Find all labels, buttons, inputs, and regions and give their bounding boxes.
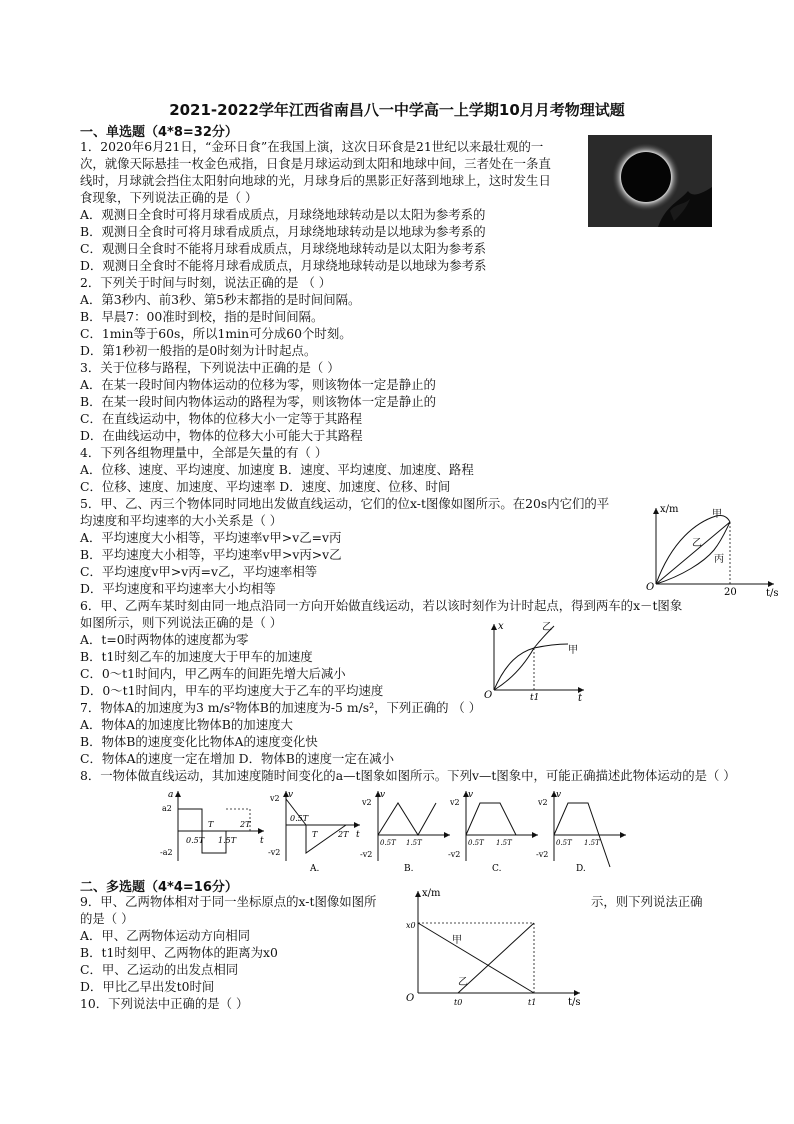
q4-options-ab: A．位移、速度、平均速度、加速度 B．速度、平均速度、加速度、路程: [80, 462, 474, 477]
q5-xt-graph: [642, 500, 782, 598]
q5-option-c: C．平均速度v甲>v丙=v乙，平均速率相等: [80, 564, 318, 579]
q3-option-a: A．在某一段时间内物体运动的位移为零，则该物体一定是静止的: [80, 377, 436, 392]
svg-text:v2: v2: [270, 794, 280, 803]
q2-option-a: A．第3秒内、前3秒、第5秒末都指的是时间间隔。: [80, 292, 361, 307]
q8-at-a2: a2: [162, 804, 172, 813]
q4-stem: 4．下列各组物理量中，全部是矢量的有（ ）: [80, 445, 328, 460]
q2-option-d: D．第1秒初一般指的是0时刻为计时起点。: [80, 343, 317, 358]
q3-stem: 3．关于位移与路程，下列说法中正确的是（ ）: [80, 360, 340, 375]
q7-option-a: A．物体A的加速度比物体B的加速度大: [80, 717, 293, 732]
q6-option-d: D．0～t1时间内，甲车的平均速度大于乙车的平均速度: [80, 683, 384, 698]
q8-at-ylabel: a: [168, 790, 174, 800]
q5-option-d: D．平均速度和平均速率大小均相等: [80, 581, 276, 596]
q8-caption-c: C.: [492, 864, 502, 874]
q8-at-15T: 1.5T: [218, 836, 237, 845]
svg-text:-v2: -v2: [268, 848, 281, 857]
q6-xt-graph: [484, 618, 590, 702]
q8-at-05T: 0.5T: [186, 836, 205, 845]
q9-option-a: A．甲、乙两物体运动方向相同: [80, 928, 251, 943]
q1-stem-3: 线时，月球就会挡住太阳射向地球的光，月球身后的黑影正好落到地球上，这时发生日: [80, 173, 551, 188]
svg-text:-v2: -v2: [536, 850, 549, 859]
q2-option-b: B．早晨7：00准时到校，指的是时间间隔。: [80, 309, 324, 324]
q1-option-d: D．观测日全食时不能将月球看成质点，月球绕地球转动是以地球为参考系: [80, 258, 487, 273]
q8-at-xlabel: t: [260, 836, 264, 846]
q1-option-b: B．观测日全食时可将月球看成质点，月球绕地球转动是以地球为参考系的: [80, 224, 486, 239]
q5-ylabel: x/m: [660, 504, 679, 515]
svg-text:1.5T: 1.5T: [496, 839, 512, 847]
q1-stem-2: 次，就像天际悬挂一枚金色戒指，日食是月球运动到太阳和地球中间，三者处在一条直: [80, 156, 551, 171]
page-title: 2021-2022学年江西省南昌八一中学高一上学期10月月考物理试题: [169, 101, 625, 119]
q6-ylabel: x: [498, 621, 504, 632]
svg-text:0.5T: 0.5T: [380, 839, 396, 847]
section-single-choice: 一、单选题（4*8=32分）: [80, 125, 238, 140]
q5-label-yi: 乙: [692, 538, 702, 549]
q5-label-jia: 甲: [712, 509, 722, 520]
svg-text:-v2: -v2: [360, 850, 373, 859]
q6-curve-yi: [494, 626, 554, 690]
q8-at-2T: 2T: [240, 820, 251, 829]
svg-text:v: v: [556, 790, 562, 800]
q1-option-c: C．观测日全食时不能将月球看成质点，月球绕地球转动是以太阳为参考系: [80, 241, 486, 256]
q6-stem-2: 如图所示，则下列说法正确的是（ ）: [80, 615, 283, 630]
q5-stem-2: 均速度和平均速率的大小关系是（ ）: [80, 513, 283, 528]
q3-option-b: B．在某一段时间内物体运动的路程为零，则该物体一定是静止的: [80, 394, 437, 409]
svg-text:v: v: [468, 790, 474, 800]
q7-options-cd: C．物体A的速度一定在增加 D．物体B的速度一定在减小: [80, 751, 395, 766]
q5-tick-20: 20: [724, 587, 737, 598]
q6-option-a: A．t=0时两物体的速度都为零: [80, 632, 249, 647]
q6-label-yi: 乙: [542, 622, 552, 633]
eclipse-photo: [588, 135, 712, 227]
q9-option-d: D．甲比乙早出发t0时间: [80, 979, 215, 994]
q9-line-yi: [458, 923, 534, 993]
q8-graphs: [160, 785, 630, 877]
q5-option-a: A．平均速度大小相等，平均速率v甲>v乙=v丙: [80, 530, 342, 545]
svg-text:v: v: [380, 790, 386, 800]
svg-text:T: T: [312, 830, 318, 839]
q5-origin: O: [646, 582, 655, 593]
q7-option-b: B．物体B的速度变化比物体A的速度变化快: [80, 734, 318, 749]
q9-stem-1b: 示，则下列说法正确: [591, 894, 703, 909]
q8-at-T: T: [208, 820, 214, 829]
q9-line-jia: [418, 923, 534, 993]
q9-ylabel: x/m: [422, 888, 441, 899]
q5-stem-1: 5．甲、乙、丙三个物体同时同地出发做直线运动，它们的位x-t图像如图所示。在20s内它们的平: [80, 496, 610, 511]
q9-xt-graph: [400, 885, 590, 1007]
q8-at-graph: [160, 790, 264, 861]
q8-stem: 8．一物体做直线运动，其加速度随时间变化的a—t图象如图所示。下列v—t图象中，可能正确描述此物体运动的是（ ）: [80, 768, 736, 783]
q6-option-c: C．0～t1时间内，甲乙两车的间距先增大后减小: [80, 666, 346, 681]
q9-label-jia: 甲: [452, 935, 462, 946]
q4-options-cd: C．位移、速度、加速度、平均速率 D．速度、加速度、位移、时间: [80, 479, 451, 494]
q2-option-c: C．1min等于60s，所以1min可分成60个时刻。: [80, 326, 352, 341]
svg-text:v2: v2: [450, 798, 460, 807]
q1-stem-1: 1．2020年6月21日，“金环日食”在我国上演，这次日环食是21世纪以来最壮观的一: [80, 139, 544, 154]
q5-line-yi: [656, 522, 730, 584]
svg-text:2T: 2T: [338, 830, 349, 839]
q5-option-b: B．平均速度大小相等，平均速率v甲>v丙>v乙: [80, 547, 342, 562]
section-multi-choice: 二、多选题（4*4=16分）: [80, 880, 238, 895]
q9-t0: t0: [454, 998, 463, 1007]
svg-text:1.5T: 1.5T: [406, 839, 422, 847]
q9-label-yi: 乙: [458, 977, 468, 988]
svg-text:t: t: [356, 830, 360, 840]
q9-x0: x0: [406, 921, 416, 930]
q6-origin: O: [484, 690, 493, 701]
q10-stem: 10．下列说法中正确的是（ ）: [80, 996, 249, 1011]
q6-xlabel: t: [578, 693, 583, 702]
svg-text:v2: v2: [538, 798, 548, 807]
q6-option-b: B．t1时刻乙车的加速度大于甲车的加速度: [80, 649, 313, 664]
q8-caption-b: B.: [404, 864, 414, 874]
q9-origin: O: [406, 993, 415, 1004]
q9-option-c: C．甲、乙运动的出发点相同: [80, 962, 239, 977]
svg-text:v: v: [288, 790, 294, 800]
q8-option-a-graph: [268, 790, 360, 874]
q6-curve-jia: [494, 644, 568, 690]
svg-text:0.5T: 0.5T: [290, 814, 309, 823]
q8-at-neg-a2: -a2: [160, 848, 173, 857]
q8-option-d-graph: [536, 790, 626, 874]
q8-caption-a: A.: [310, 864, 320, 874]
q9-xlabel: t/s: [568, 997, 581, 1007]
q6-label-jia: 甲: [568, 645, 578, 656]
q5-label-bing: 丙: [714, 554, 724, 565]
q9-option-b: B．t1时刻甲、乙两物体的距离为x0: [80, 945, 278, 960]
q9-t1: t1: [528, 998, 537, 1007]
q9-stem-1: 9．甲、乙两物体相对于同一坐标原点的x-t图像如图所: [80, 894, 377, 909]
q5-xlabel: t/s: [766, 588, 779, 598]
q3-option-c: C．在直线运动中，物体的位移大小一定等于其路程: [80, 411, 363, 426]
q8-caption-d: D.: [576, 864, 586, 874]
svg-text:1.5T: 1.5T: [584, 839, 600, 847]
q1-option-a: A．观测日全食时可将月球看成质点，月球绕地球转动是以太阳为参考系的: [80, 207, 486, 222]
q1-stem-4: 食现象，下列说法正确的是（ ）: [80, 190, 258, 205]
svg-text:v2: v2: [362, 798, 372, 807]
svg-text:-v2: -v2: [448, 850, 461, 859]
q7-stem: 7．物体A的加速度为3 m/s²物体B的加速度为-5 m/s²，下列正确的 （ ）: [80, 700, 482, 715]
svg-text:0.5T: 0.5T: [468, 839, 484, 847]
q5-curve-jia: [656, 515, 730, 584]
q6-tick-t1: t1: [530, 693, 540, 702]
q8-option-b-graph: [360, 790, 450, 874]
q6-stem-1: 6．甲、乙两车某时刻由同一地点沿同一方向开始做直线运动，若以该时刻作为计时起点，得到两车的x－t图象: [80, 598, 683, 613]
q8-option-c-graph: [448, 790, 538, 874]
q9-stem-2: 的是（ ）: [80, 911, 134, 926]
svg-text:0.5T: 0.5T: [556, 839, 572, 847]
q2-stem: 2．下列关于时间与时刻，说法正确的是 （ ）: [80, 275, 332, 290]
q3-option-d: D．在曲线运动中，物体的位移大小可能大于其路程: [80, 428, 363, 443]
